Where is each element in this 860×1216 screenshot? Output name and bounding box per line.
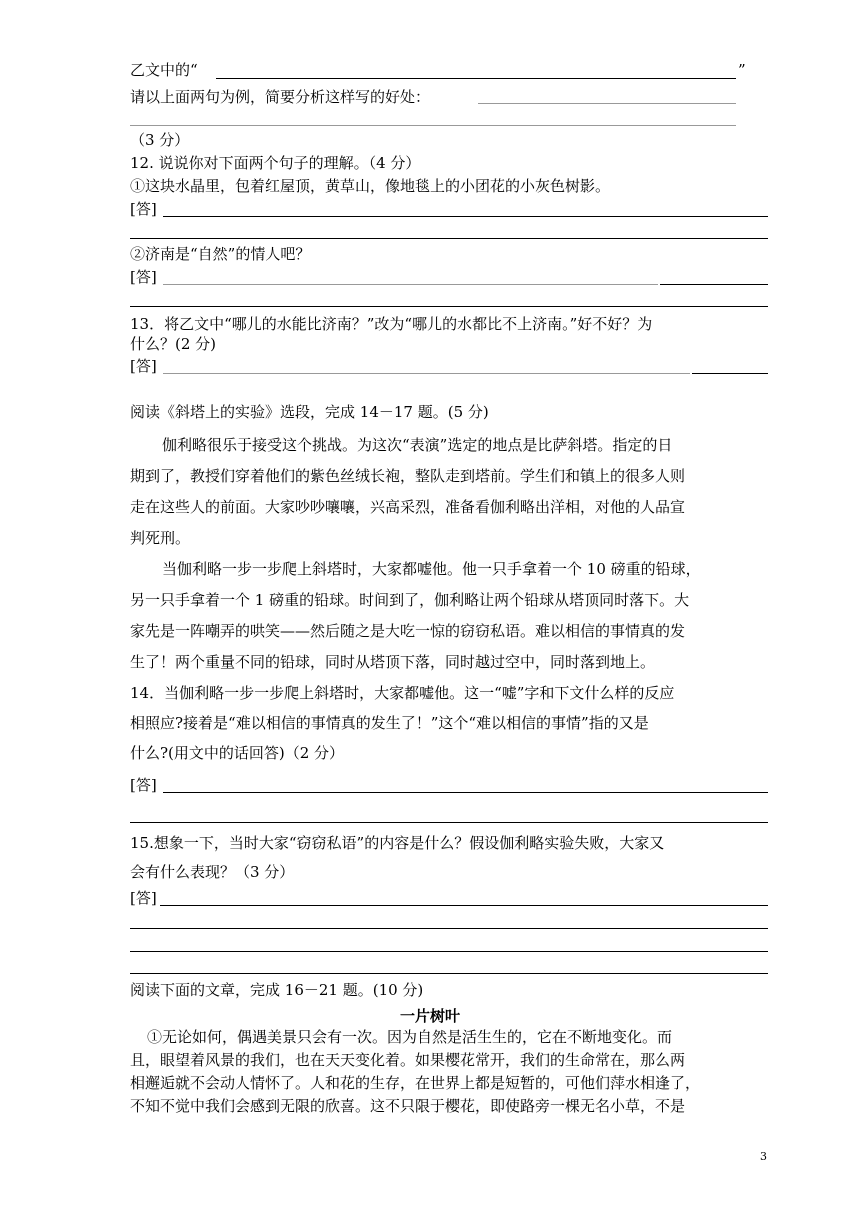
answer-line [692,373,768,374]
q15-line2: 会有什么表现？（3 分） [130,863,295,881]
reading2-p1-line4: 判死刑。 [130,529,191,547]
answer-line [478,103,736,104]
reading3-p1-line2: 且，眼望着风景的我们，也在天天变化着。如果樱花常开，我们的生命常在，那么两 [130,1051,686,1069]
answer-line [660,284,768,285]
answer-line [163,216,768,217]
reading3-p1-line3: 相邂逅就不会动人情怀了。人和花的生存，在世界上都是短暂的，可他们萍水相逢了， [130,1074,701,1092]
q15-answer-label: [答] [130,889,157,907]
answer-line [130,306,768,307]
q-intro-line1: 乙文中的“ [130,61,198,79]
reading3-p1-line4: 不知不觉中我们会感到无限的欣喜。这不只限于樱花，即使路旁一棵无名小草，不是 [130,1097,686,1115]
q12-sentence2: ②济南是“自然”的情人吧？ [130,245,311,263]
q-intro-quote-end: ” [738,61,746,79]
reading2-p1-line1: 伽利略很乐于接受这个挑战。为这次“表演”选定的地点是比萨斜塔。指定的日 [162,436,673,454]
q15-line1: 15.想象一下，当时大家“窃窃私语”的内容是什么？假设伽利略实验失败，大家又 [130,834,665,852]
q13-answer-label: [答] [130,357,157,375]
q12-sentence1: ①这块水晶里，包着红屋顶，黄草山，像地毯上的小团花的小灰色树影。 [130,177,611,195]
q13-line1: 13．将乙文中“哪儿的水能比济南？”改为“哪儿的水都比不上济南。”好不好？为 [130,315,653,333]
q-intro-score: （3 分） [130,131,190,149]
answer-line [163,792,768,793]
article-title: 一片树叶 [399,1007,460,1025]
answer-line [163,373,690,374]
reading3-p1-line1: ①无论如何，偶遇美景只会有一次。因为自然是活生生的，它在不断地变化。而 [147,1028,673,1046]
answer-line [130,238,768,239]
reading2-p2-line1: 当伽利略一步一步爬上斜塔时，大家都嘘他。他一只手拿着一个 10 磅重的铅球， [162,560,701,578]
reading2-intro: 阅读《斜塔上的实验》选段，完成 14－17 题。(5 分) [130,403,489,421]
answer-line [130,822,768,823]
reading3-intro: 阅读下面的文章，完成 16－21 题。(10 分) [130,981,424,999]
answer-line [160,905,768,906]
q14-line1: 14．当伽利略一步一步爬上斜塔时，大家都嘘他。这一“嘘”字和下文什么样的反应 [130,684,675,702]
q14-answer-label: [答] [130,776,157,794]
q12-answer2-label: [答] [130,268,157,286]
answer-line [130,951,768,952]
reading2-p2-line3: 家先是一阵嘲弄的哄笑——然后随之是大吃一惊的窃窃私语。难以相信的事情真的发 [130,622,686,640]
reading2-p1-line3: 走在这些人的前面。大家吵吵嚷嚷，兴高采烈，准备看伽利略出洋相，对他的人品宣 [130,498,686,516]
q14-line2: 相照应?接着是“难以相信的事情真的发生了！”这个“难以相信的事情”指的又是 [130,714,649,732]
q14-line3: 什么?(用文中的话回答)（2 分） [130,744,345,762]
reading2-p2-line4: 生了！两个重量不同的铅球，同时从塔顶下落，同时越过空中，同时落到地上。 [130,653,656,671]
answer-line [216,78,736,79]
q12-title: 12. 说说你对下面两个句子的理解。（4 分） [130,154,421,172]
answer-line [163,284,658,285]
answer-line [130,928,768,929]
q13-line2: 什么？(2 分) [130,335,217,353]
reading2-p1-line2: 期到了，教授们穿着他们的紫色丝绒长袍，整队走到塔前。学生们和镇上的很多人则 [130,467,686,485]
page-number: 3 [760,1150,767,1163]
answer-line [130,973,768,974]
answer-line [130,125,736,126]
reading2-p2-line2: 另一只手拿着一个 1 磅重的铅球。时间到了，伽利略让两个铅球从塔顶同时落下。大 [130,591,690,609]
q12-answer1-label: [答] [130,200,157,218]
q-intro-line2: 请以上面两句为例，简要分析这样写的好处： [130,88,431,106]
